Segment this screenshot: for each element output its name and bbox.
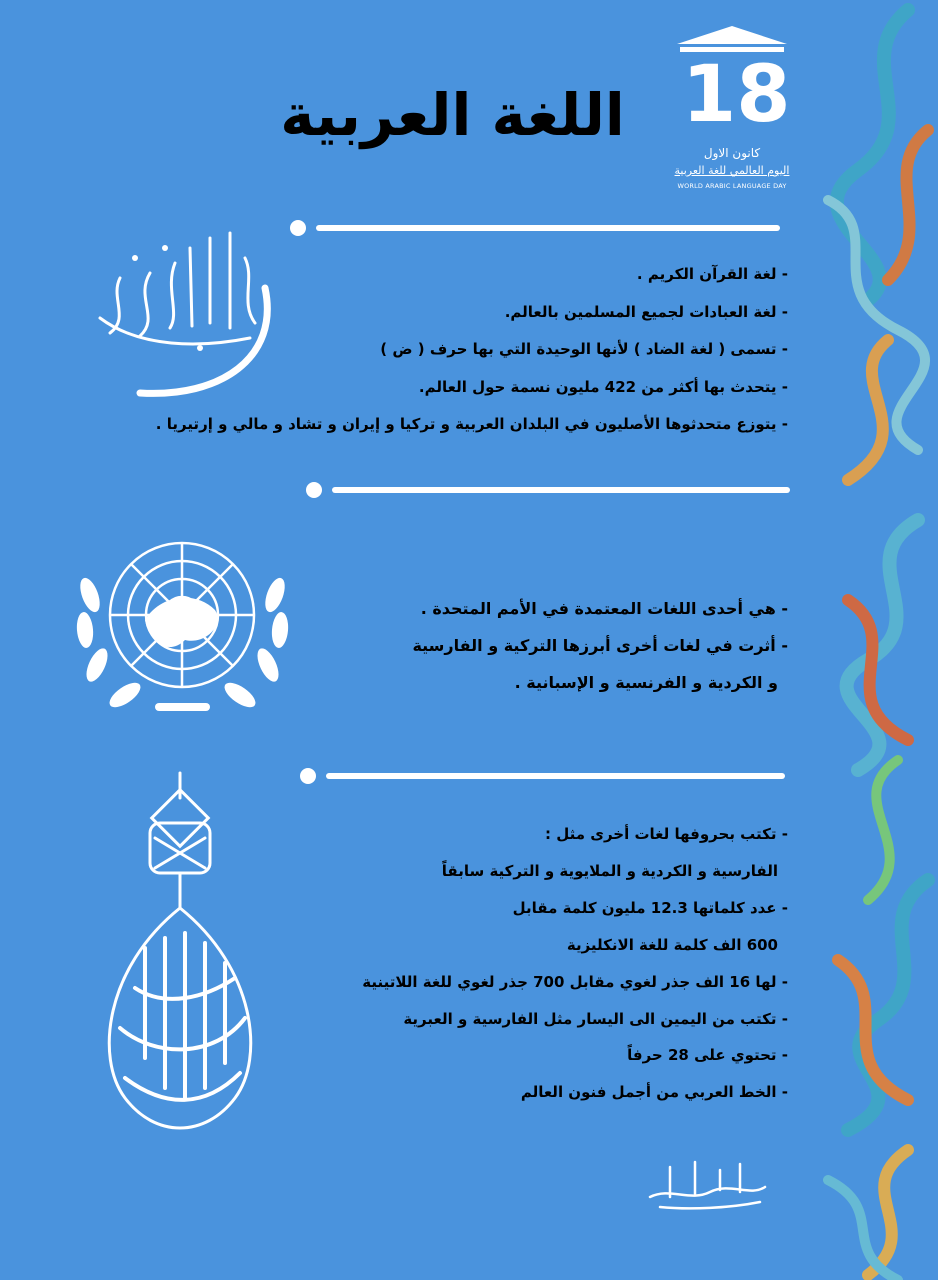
bullet-item: - يتوزع متحدثوها الأصليون في البلدان العربية و تركيا و إيران و تشاد و مالي و إرتيريا .	[155, 415, 788, 433]
un-emblem-icon	[65, 535, 300, 720]
bullet-item: - يتحدث بها أكثر من 422 مليون نسمة حول العالم.	[418, 377, 788, 396]
divider-dot	[290, 220, 306, 236]
bullet-item: - لغة القرآن الكريم .	[636, 265, 788, 283]
logo-month: كانون الاول	[703, 146, 761, 160]
section-divider-3	[300, 768, 785, 784]
bullet-item: - تكتب بحروفها لغات أخرى مثل :	[544, 825, 788, 843]
bullet-item: - تسمى ( لغة الضاد ) لأنها الوحيدة التي بها حرف ( ض )	[380, 340, 788, 358]
bullet-item: - الخط العربي من أجمل فنون العالم	[520, 1083, 788, 1102]
section-1-bullets	[28, 256, 788, 444]
page-title: اللغة العربية	[280, 81, 625, 149]
section-3-bullets	[248, 816, 788, 1111]
section-divider-2	[306, 482, 790, 498]
bullet-item: - تحتوي على 28 حرفاً	[627, 1046, 788, 1065]
bullet-item: - هي أحدى اللغات المعتمدة في الأمم المتحدة .	[420, 599, 788, 618]
divider-line	[332, 487, 790, 493]
bullet-item-continued: الفارسية و الكردية و الملايوية و التركية سابقاً	[441, 861, 778, 880]
bullet-item: - أثرت في لغات أخرى أبرزها التركية و الفارسية	[412, 636, 788, 655]
divider-line	[316, 225, 780, 231]
bullet-item: - لها 16 الف جذر لغوي مقابل 700 جذر لغوي للغة اللاتينية	[362, 972, 788, 991]
divider-dot	[300, 768, 316, 784]
divider-line	[326, 773, 785, 779]
section-2-bullets	[348, 590, 788, 701]
section-divider-1	[290, 220, 780, 236]
logo-number: 18	[682, 50, 791, 140]
logo-arabic-name: اليوم العالمي للغة العربية	[674, 164, 790, 177]
bullet-item-continued: و الكردية و الفرنسية و الإسبانية .	[514, 673, 778, 692]
bullet-item: - عدد كلماتها 12.3 مليون كلمة مقابل	[512, 898, 788, 917]
bullet-item-continued: 600 الف كلمة للغة الانكليزية	[566, 935, 778, 954]
bullet-item: - لغة العبادات لجميع المسلمين بالعالم.	[504, 302, 788, 321]
world-arabic-day-logo	[672, 22, 792, 197]
signature-logo	[640, 1152, 770, 1212]
calligraphy-strip-icon	[788, 0, 938, 1280]
bullet-item: - تكتب من اليمين الى اليسار مثل الفارسية و العبرية	[403, 1009, 788, 1028]
logo-english-name: WORLD ARABIC LANGUAGE DAY	[677, 182, 787, 190]
divider-dot	[306, 482, 322, 498]
calligraphy-drop-icon	[85, 768, 275, 1148]
